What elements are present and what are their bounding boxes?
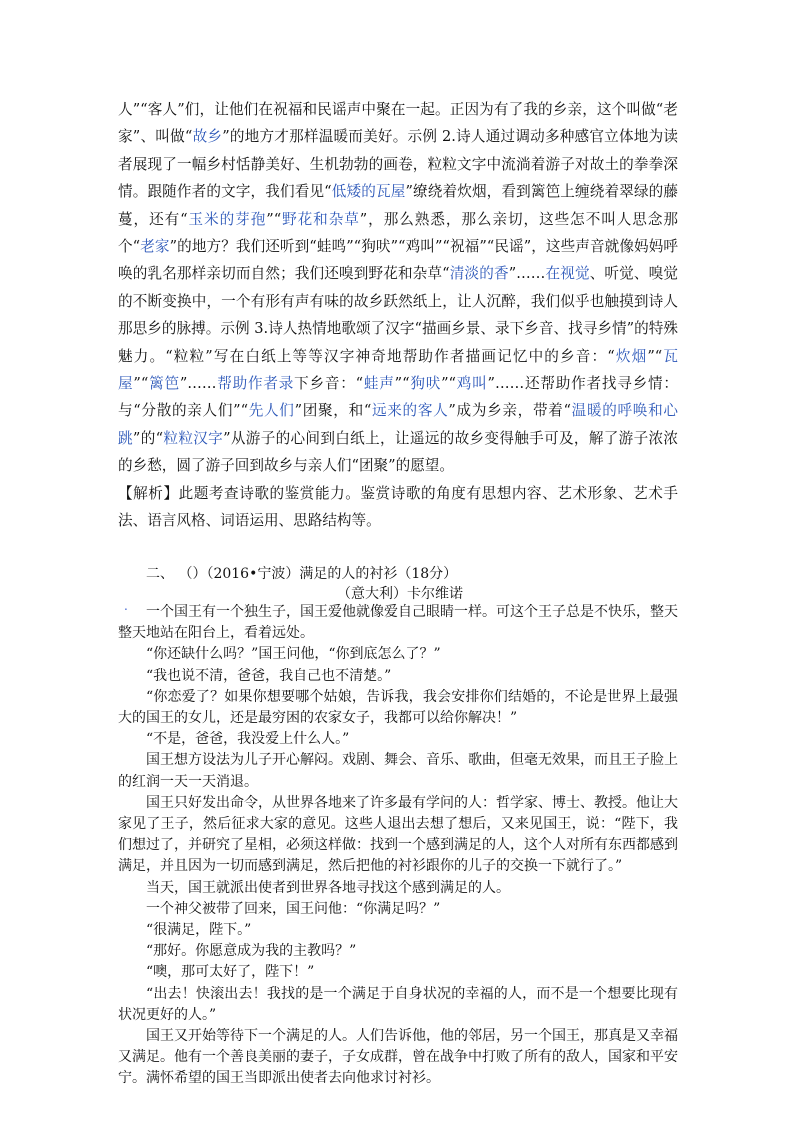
answer-example-paragraph <box>118 96 678 480</box>
story-paragraph: “你恋爱了？如果你想要哪个姑娘，告诉我，我会安排你们结婚的，不论是世界上最强大的国王的女儿，还是最穷困的农家女子，我都可以给你解决！” <box>118 688 678 727</box>
highlight-text: 故乡 <box>192 128 223 146</box>
author-line: （意大利）卡尔维诺 <box>337 586 463 602</box>
body-text: ”缭绕着炊烟，看到篱笆上缠绕着翠绿的藤蔓，还有“ <box>118 183 678 228</box>
story-paragraph: “噢，那可太好了，陛下！” <box>146 964 315 981</box>
body-text: ”“ <box>133 375 149 393</box>
highlight-text: 低矮的瓦屋 <box>331 183 406 201</box>
highlight-text: 炊烟 <box>614 347 648 365</box>
body-text: ”，那么熟悉，那么亲切，这些怎不叫人思念那个“ <box>118 210 678 256</box>
story-paragraph: 当天，国王就派出使者到世界各地寻找这个感到满足的人。 <box>146 879 510 896</box>
body-text: ”团聚，和“ <box>294 402 372 420</box>
highlight-text: 狗吠 <box>409 375 442 393</box>
highlight-text: 野花和杂草 <box>281 210 360 228</box>
highlight-text: 瓦屋 <box>118 347 678 393</box>
story-paragraph: 国王想方设法为儿子开心解闷。戏剧、舞会、音乐、歌曲，但毫无效果，而且王子脸上的红润一天一天消退。 <box>118 752 678 790</box>
body-text: ”从游子的心间到白纸上，让遥远的故乡变得触手可及，解了游子浓浓的乡愁，圆了游子回到故乡与亲人们“团聚”的愿望。 <box>118 429 678 475</box>
section-heading: 二、 （）（2016•宁波）满足的人的衬衫（18分） <box>146 566 458 582</box>
answer-analysis-block <box>118 96 678 535</box>
highlight-text: 鸡叫 <box>456 375 488 393</box>
body-text: ”……还帮助作者找寻乡情：与“分散的亲人们”“ <box>118 375 678 420</box>
body-text: ”的“ <box>132 429 164 447</box>
body-text: ”…… <box>179 375 217 393</box>
highlight-text: 蛙声 <box>363 375 395 393</box>
highlight-text: 帮助作者录 <box>216 375 295 393</box>
body-text: ”的地方？我们还听到“蛙鸣”“狗吠”“鸡叫”“祝福”“民谣”，这些声音就像妈妈呼唤的乳名那样亲切而自然；我们还嗅到野花和杂草“ <box>118 238 678 283</box>
jiexi-text: 此题考查诗歌的鉴赏能力。鉴赏诗歌的角度有思想内容、艺术形象、艺术手法、语言风格、词语运用、思路结构等。 <box>118 484 678 530</box>
body-text: ”…… <box>508 265 546 283</box>
story-paragraph: “很满足，陛下。” <box>146 922 252 939</box>
highlight-text: 先人们 <box>248 402 295 420</box>
highlight-text: 粒粒汉字 <box>163 429 224 447</box>
story-paragraph: “你还缺什么吗？”国王问他，“你到底怎么了？” <box>146 646 441 663</box>
body-text: ”成为乡亲，带着“ <box>448 402 571 420</box>
marker-dot: . <box>124 599 128 613</box>
highlight-text: 老家 <box>140 238 170 256</box>
story-paragraph: 国王只好发出命令，从世界各地来了许多最有学问的人：哲学家、博士、教授。他让大家见了王子，然后征求大家的意见。这些人退出去想了想后，又来见国王，说：“陛下，我们想过了，并研究了星相，必须这样做：找到一个感到满足的人，这个人对所有东西都感到满足，并且因为一切而感到满足，然后把他的衬衫跟你的儿子的交换一下就行了。” <box>118 794 678 875</box>
story-paragraph: 一个国王有一个独生子，国王爱他就像爱自己眼睛一样。可这个王子总是不快乐，整天整天地站在阳台上，看着远处。 <box>118 604 678 642</box>
body-text: 下乡音：“ <box>294 375 364 393</box>
body-text: ”“ <box>647 347 663 365</box>
highlight-text: 篱笆 <box>148 375 180 393</box>
body-text: ”“ <box>441 375 457 393</box>
body-text: 人”“客人”们，让他们在祝福和民谣声中聚在一起。正因为有了我的乡亲，这个叫做“老家”、叫做“ <box>118 101 678 146</box>
highlight-text: 在视觉 <box>545 265 590 283</box>
story-paragraph: “出去！快滚出去！我找的是一个满足于自身状况的幸福的人，而不是一个想要比现有状况更好的人。” <box>118 985 678 1023</box>
jiexi-paragraph <box>118 480 678 535</box>
highlight-text: 温暖的呼唤和心跳 <box>118 402 678 447</box>
story-paragraph: “那好。你愿意成为我的主教吗？” <box>146 943 357 960</box>
story-paragraph: “不是，爸爸，我没爱上什么人。” <box>146 731 350 748</box>
highlight-text: 清淡的香 <box>449 265 509 283</box>
story-text <box>118 599 678 1090</box>
highlight-text: 玉米的芽孢 <box>187 210 267 228</box>
jiexi-label: 【解析】 <box>118 484 179 502</box>
body-text: ”“ <box>394 375 410 393</box>
highlight-text: 远来的客人 <box>371 402 449 420</box>
story-paragraph: 一个神父被带了回来，国王问他：“你满足吗？” <box>146 900 441 917</box>
body-text: ”的地方才那样温暖而美好。示例 2.诗人通过调动多种感官立体地为读者展现了一幅乡村恬静美好、生机勃勃的画卷，粒粒文字中流淌着游子对故土的拳拳深情。跟随作者的文字，我们看见“ <box>118 128 678 201</box>
story-paragraph: “我也说不清，爸爸，我自己也不清楚。” <box>146 667 392 684</box>
story-paragraph: 国王又开始等待下一个满足的人。人们告诉他，他的邻居，另一个国王，那真是又幸福又满足。他有一个善良美丽的妻子，子女成群，曾在战争中打败了所有的敌人，国家和平安宁。满怀希望的国王当即派出使者去向他求讨衬衫。 <box>118 1028 678 1087</box>
body-text: ”“ <box>266 210 282 228</box>
body-text: 、听觉、嗅觉的不断变换中，一个有形有声有味的故乡跃然纸上，让人沉醉，我们似乎也触摸到诗人那思乡的脉搏。示例 3.诗人热情地歌颂了汉字“描画乡景、录下乡音、找寻乡情”的特殊魅力。“粒粒”写在白纸上等等汉字神奇地帮助作者描画记忆中的乡音：“ <box>118 265 678 365</box>
